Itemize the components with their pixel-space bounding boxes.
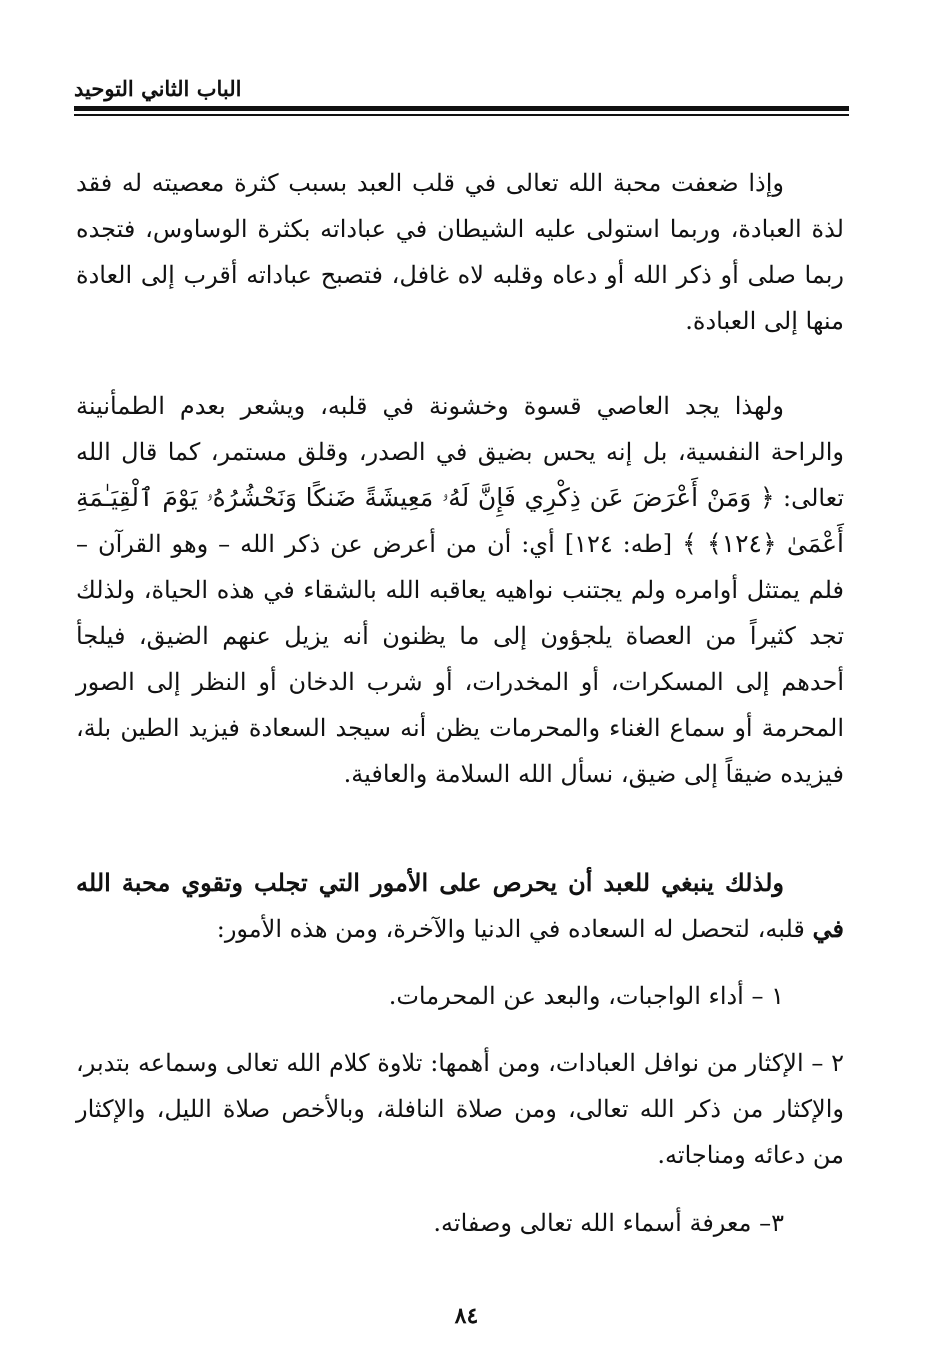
running-header-title: الباب الثاني التوحيد bbox=[74, 76, 242, 101]
paragraph-2-explanation: [طه: ١٢٤] أي: أن من أعرض عن ذكر الله – وهو القرآن – فلم يمتثل أوامره ولم يجتنب نواهيه يعاقبه الله بالشقاء في هذه الحياة، ولذلك تجد كثيراً من العصاة يلجؤون إلى ما يظنون أنه يزيل عنهم الضيق، فيلجأ أحدهم إلى المسكرات، أو المخدرات، أو شرب الدخان أو النظر إلى الصور المحرمة أو سماع الغناء والمحرمات يظن أنه سيجد السعادة فيزيد الطين بلة، فيزيده ضيقاً إلى ضيق، نسأل الله السلامة والعافية. bbox=[76, 530, 844, 788]
paragraph-2-intro: ولهذا يجد العاصي قسوة وخشونة في قلبه، ويشعر بعدم الطمأنينة والراحة النفسية، بل إنه يحس بضيق في الصدر، وقلق مستمر، كما قال الله تعالى: bbox=[76, 392, 844, 512]
header-rule-thick bbox=[74, 106, 849, 111]
list-item-3: ٣– معرفة أسماء الله تعالى وصفاته. bbox=[433, 1209, 784, 1237]
paragraph-3-bold: ولذلك ينبغي للعبد أن يحرص على الأمور التي تجلب وتقوي محبة الله في bbox=[76, 868, 844, 943]
page-number: ٨٤ bbox=[454, 1303, 479, 1329]
header-rule-thin bbox=[74, 114, 849, 116]
list-item-1: ١ – أداء الواجبات، والبعد عن المحرمات. bbox=[388, 982, 784, 1010]
list-item-2: ٢ – الإكثار من نوافل العبادات، ومن أهمها: تلاوة كلام الله تعالى وسماعه بتدبر، والإكثار من ذكر الله تعالى، ومن صلاة النافلة، وبالأخص صلاة الليل، والإكثار من دعائه ومناجاته. bbox=[76, 1049, 845, 1169]
paragraph-3 bbox=[76, 860, 844, 952]
paragraph-3-rest: قلبه، لتحصل له السعاده في الدنيا والآخرة، ومن هذه الأمور: bbox=[216, 915, 813, 943]
quran-verse: ﴿ وَمَنْ أَعْرَضَ عَن ذِكْرِي فَإِنَّ لَهُۥ مَعِيشَةً ضَنكًا وَنَحْشُرُهُۥ يَوْمَ ٱلْقِيَـٰمَةِ أَعْمَىٰ ﴿١٢٤﴾ ﴾ bbox=[76, 483, 845, 558]
paragraph-1: وإذا ضعفت محبة الله تعالى في قلب العبد بسبب كثرة معصيته له فقد لذة العبادة، وربما استولى عليه الشيطان في عباداته بكثرة الوساوس، فتجده ربما صلى أو ذكر الله أو دعاه وقلبه لاه غافل، فتصبح عباداته أقرب إلى العادة منها إلى العبادة. bbox=[76, 169, 844, 335]
paragraph-2 bbox=[76, 383, 844, 797]
